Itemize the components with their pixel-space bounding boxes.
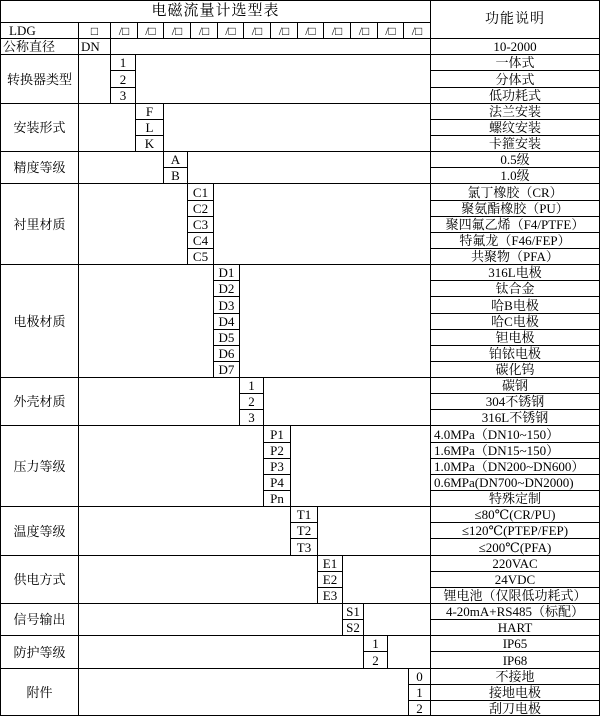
empty-cell — [78, 668, 409, 716]
empty-cell — [78, 555, 318, 604]
model-box-cell: □ — [78, 22, 111, 39]
group-label: 衬里材质 — [0, 183, 79, 265]
desc-cell: 特氟龙（F46/FEP） — [430, 232, 600, 249]
code-cell: D7 — [213, 361, 240, 378]
code-cell: P3 — [263, 458, 291, 475]
model-slash-box-cell: /□ — [163, 22, 191, 39]
empty-cell — [187, 151, 431, 184]
model-slash-box-cell: /□ — [403, 22, 431, 39]
code-cell: P4 — [263, 474, 291, 491]
model-slash-box-cell: /□ — [190, 22, 218, 39]
empty-cell — [78, 506, 291, 556]
code-cell: 1 — [239, 377, 264, 394]
code-cell: B — [163, 167, 188, 184]
desc-cell: IP65 — [430, 635, 600, 652]
code-cell: D5 — [213, 329, 240, 346]
code-cell: T1 — [290, 506, 318, 523]
desc-cell: 哈C电极 — [430, 313, 600, 330]
empty-cell — [317, 506, 431, 556]
code-cell: 0 — [408, 668, 431, 685]
empty-cell — [387, 635, 431, 669]
empty-cell — [239, 264, 431, 378]
model-slash-box-cell: /□ — [350, 22, 378, 39]
desc-cell: 特殊定制 — [430, 490, 600, 507]
desc-cell: 哈B电极 — [430, 296, 600, 314]
desc-cell: 316L不锈钢 — [430, 409, 600, 426]
code-cell: 1 — [363, 635, 388, 652]
code-cell: 2 — [408, 700, 431, 716]
code-cell: D4 — [213, 313, 240, 330]
desc-cell: 304不锈钢 — [430, 393, 600, 410]
group-label: 防护等级 — [0, 635, 79, 669]
group-label: 温度等级 — [0, 506, 79, 556]
desc-cell: 铂铱电极 — [430, 345, 600, 362]
model-slash-box-cell: /□ — [243, 22, 271, 39]
code-cell: T3 — [290, 538, 318, 556]
desc-cell: 碳钢 — [430, 377, 600, 394]
desc-cell: 分体式 — [430, 70, 600, 88]
desc-cell: 锂电池（仅限低功耗式） — [430, 587, 600, 604]
group-label: 转换器类型 — [0, 54, 79, 104]
code-cell: A — [163, 151, 188, 168]
diameter-label: 公称直径 — [0, 38, 79, 55]
empty-cell — [78, 377, 240, 426]
group-label: 精度等级 — [0, 151, 79, 184]
desc-cell: 1.6MPa（DN15~150） — [430, 442, 600, 459]
code-cell: T2 — [290, 522, 318, 539]
empty-cell — [78, 54, 111, 104]
table-title: 电磁流量计选型表 — [0, 0, 431, 23]
desc-cell: 法兰安装 — [430, 103, 600, 120]
desc-cell: ≤200℃(PFA) — [430, 538, 600, 556]
group-label: 外壳材质 — [0, 377, 79, 426]
empty-cell — [78, 635, 364, 669]
code-cell: 2 — [239, 393, 264, 410]
code-cell: C2 — [187, 200, 214, 217]
code-cell: 3 — [239, 409, 264, 426]
desc-cell: 碳化钨 — [430, 361, 600, 378]
desc-cell: 钛合金 — [430, 280, 600, 297]
desc-cell: 10-2000 — [430, 38, 600, 55]
group-label: 压力等级 — [0, 425, 79, 507]
desc-cell: 1.0MPa（DN200~DN600） — [430, 458, 600, 475]
desc-cell: 24VDC — [430, 571, 600, 588]
desc-cell: 低功耗式 — [430, 87, 600, 104]
desc-cell: IP68 — [430, 651, 600, 669]
desc-cell: 0.6MPa(DN700~DN2000) — [430, 474, 600, 491]
model-slash-box-cell: /□ — [270, 22, 298, 39]
code-cell: K — [135, 135, 164, 152]
function-column-header: 功能说明 — [430, 0, 600, 39]
model-slash-box-cell: /□ — [323, 22, 351, 39]
empty-cell — [78, 425, 264, 507]
model-prefix-label: LDG — [0, 22, 79, 39]
desc-cell: 刮刀电极 — [430, 700, 600, 716]
code-cell: E1 — [317, 555, 343, 572]
model-slash-box-cell: /□ — [377, 22, 404, 39]
code-cell: D1 — [213, 264, 240, 281]
desc-cell: 卡箍安装 — [430, 135, 600, 152]
desc-cell: 不接地 — [430, 668, 600, 685]
empty-cell — [290, 425, 431, 507]
empty-cell — [78, 183, 188, 265]
code-cell: C1 — [187, 183, 214, 201]
desc-cell: 共聚物（PFA） — [430, 248, 600, 265]
code-cell: S2 — [342, 619, 364, 636]
model-slash-box-cell: /□ — [110, 22, 138, 39]
empty-cell — [78, 264, 214, 378]
code-cell: Pn — [263, 490, 291, 507]
code-cell: C5 — [187, 248, 214, 265]
model-slash-box-cell: /□ — [137, 22, 164, 39]
code-cell: 3 — [110, 87, 136, 104]
code-cell: L — [135, 119, 164, 136]
empty-cell — [135, 54, 431, 104]
model-slash-box-cell: /□ — [297, 22, 324, 39]
desc-cell: 接地电极 — [430, 684, 600, 701]
desc-cell: ≤80℃(CR/PU) — [430, 506, 600, 523]
code-cell: C4 — [187, 232, 214, 249]
desc-cell: 4.0MPa（DN10~150） — [430, 425, 600, 443]
empty-cell — [78, 103, 136, 152]
code-cell: 1 — [110, 54, 136, 71]
desc-cell: 4-20mA+RS485（标配） — [430, 603, 600, 620]
code-cell: S1 — [342, 603, 364, 620]
empty-cell — [342, 555, 431, 604]
desc-cell: 1.0级 — [430, 167, 600, 184]
diameter-code: DN — [78, 38, 111, 55]
group-label: 安装形式 — [0, 103, 79, 152]
code-cell: E2 — [317, 571, 343, 588]
empty-cell — [78, 151, 164, 184]
code-cell: F — [135, 103, 164, 120]
desc-cell: 聚氨酯橡胶（PU） — [430, 200, 600, 217]
code-cell: 2 — [110, 70, 136, 88]
code-cell: C3 — [187, 216, 214, 233]
code-cell: D6 — [213, 345, 240, 362]
code-cell: D3 — [213, 296, 240, 314]
desc-cell: HART — [430, 619, 600, 636]
group-label: 供电方式 — [0, 555, 79, 604]
desc-cell: 聚四氟乙烯（F4/PTFE） — [430, 216, 600, 233]
desc-cell: 氯丁橡胶（CR） — [430, 183, 600, 201]
desc-cell: 螺纹安装 — [430, 119, 600, 136]
desc-cell: 316L电极 — [430, 264, 600, 281]
code-cell: P2 — [263, 442, 291, 459]
desc-cell: 220VAC — [430, 555, 600, 572]
empty-cell — [213, 183, 431, 265]
group-label: 电极材质 — [0, 264, 79, 378]
desc-cell: 0.5级 — [430, 151, 600, 168]
code-cell: D2 — [213, 280, 240, 297]
empty-cell — [263, 377, 431, 426]
code-cell: E3 — [317, 587, 343, 604]
desc-cell: ≤120℃(PTEP/FEP) — [430, 522, 600, 539]
model-slash-box-cell: /□ — [217, 22, 244, 39]
code-cell: P1 — [263, 425, 291, 443]
desc-cell: 一体式 — [430, 54, 600, 71]
code-cell: 1 — [408, 684, 431, 701]
empty-cell — [78, 603, 343, 636]
empty-cell — [163, 103, 431, 152]
group-label: 信号输出 — [0, 603, 79, 636]
group-label: 附件 — [0, 668, 79, 716]
empty-cell — [363, 603, 431, 636]
code-cell: 2 — [363, 651, 388, 669]
empty-cell — [110, 38, 431, 55]
desc-cell: 钽电极 — [430, 329, 600, 346]
